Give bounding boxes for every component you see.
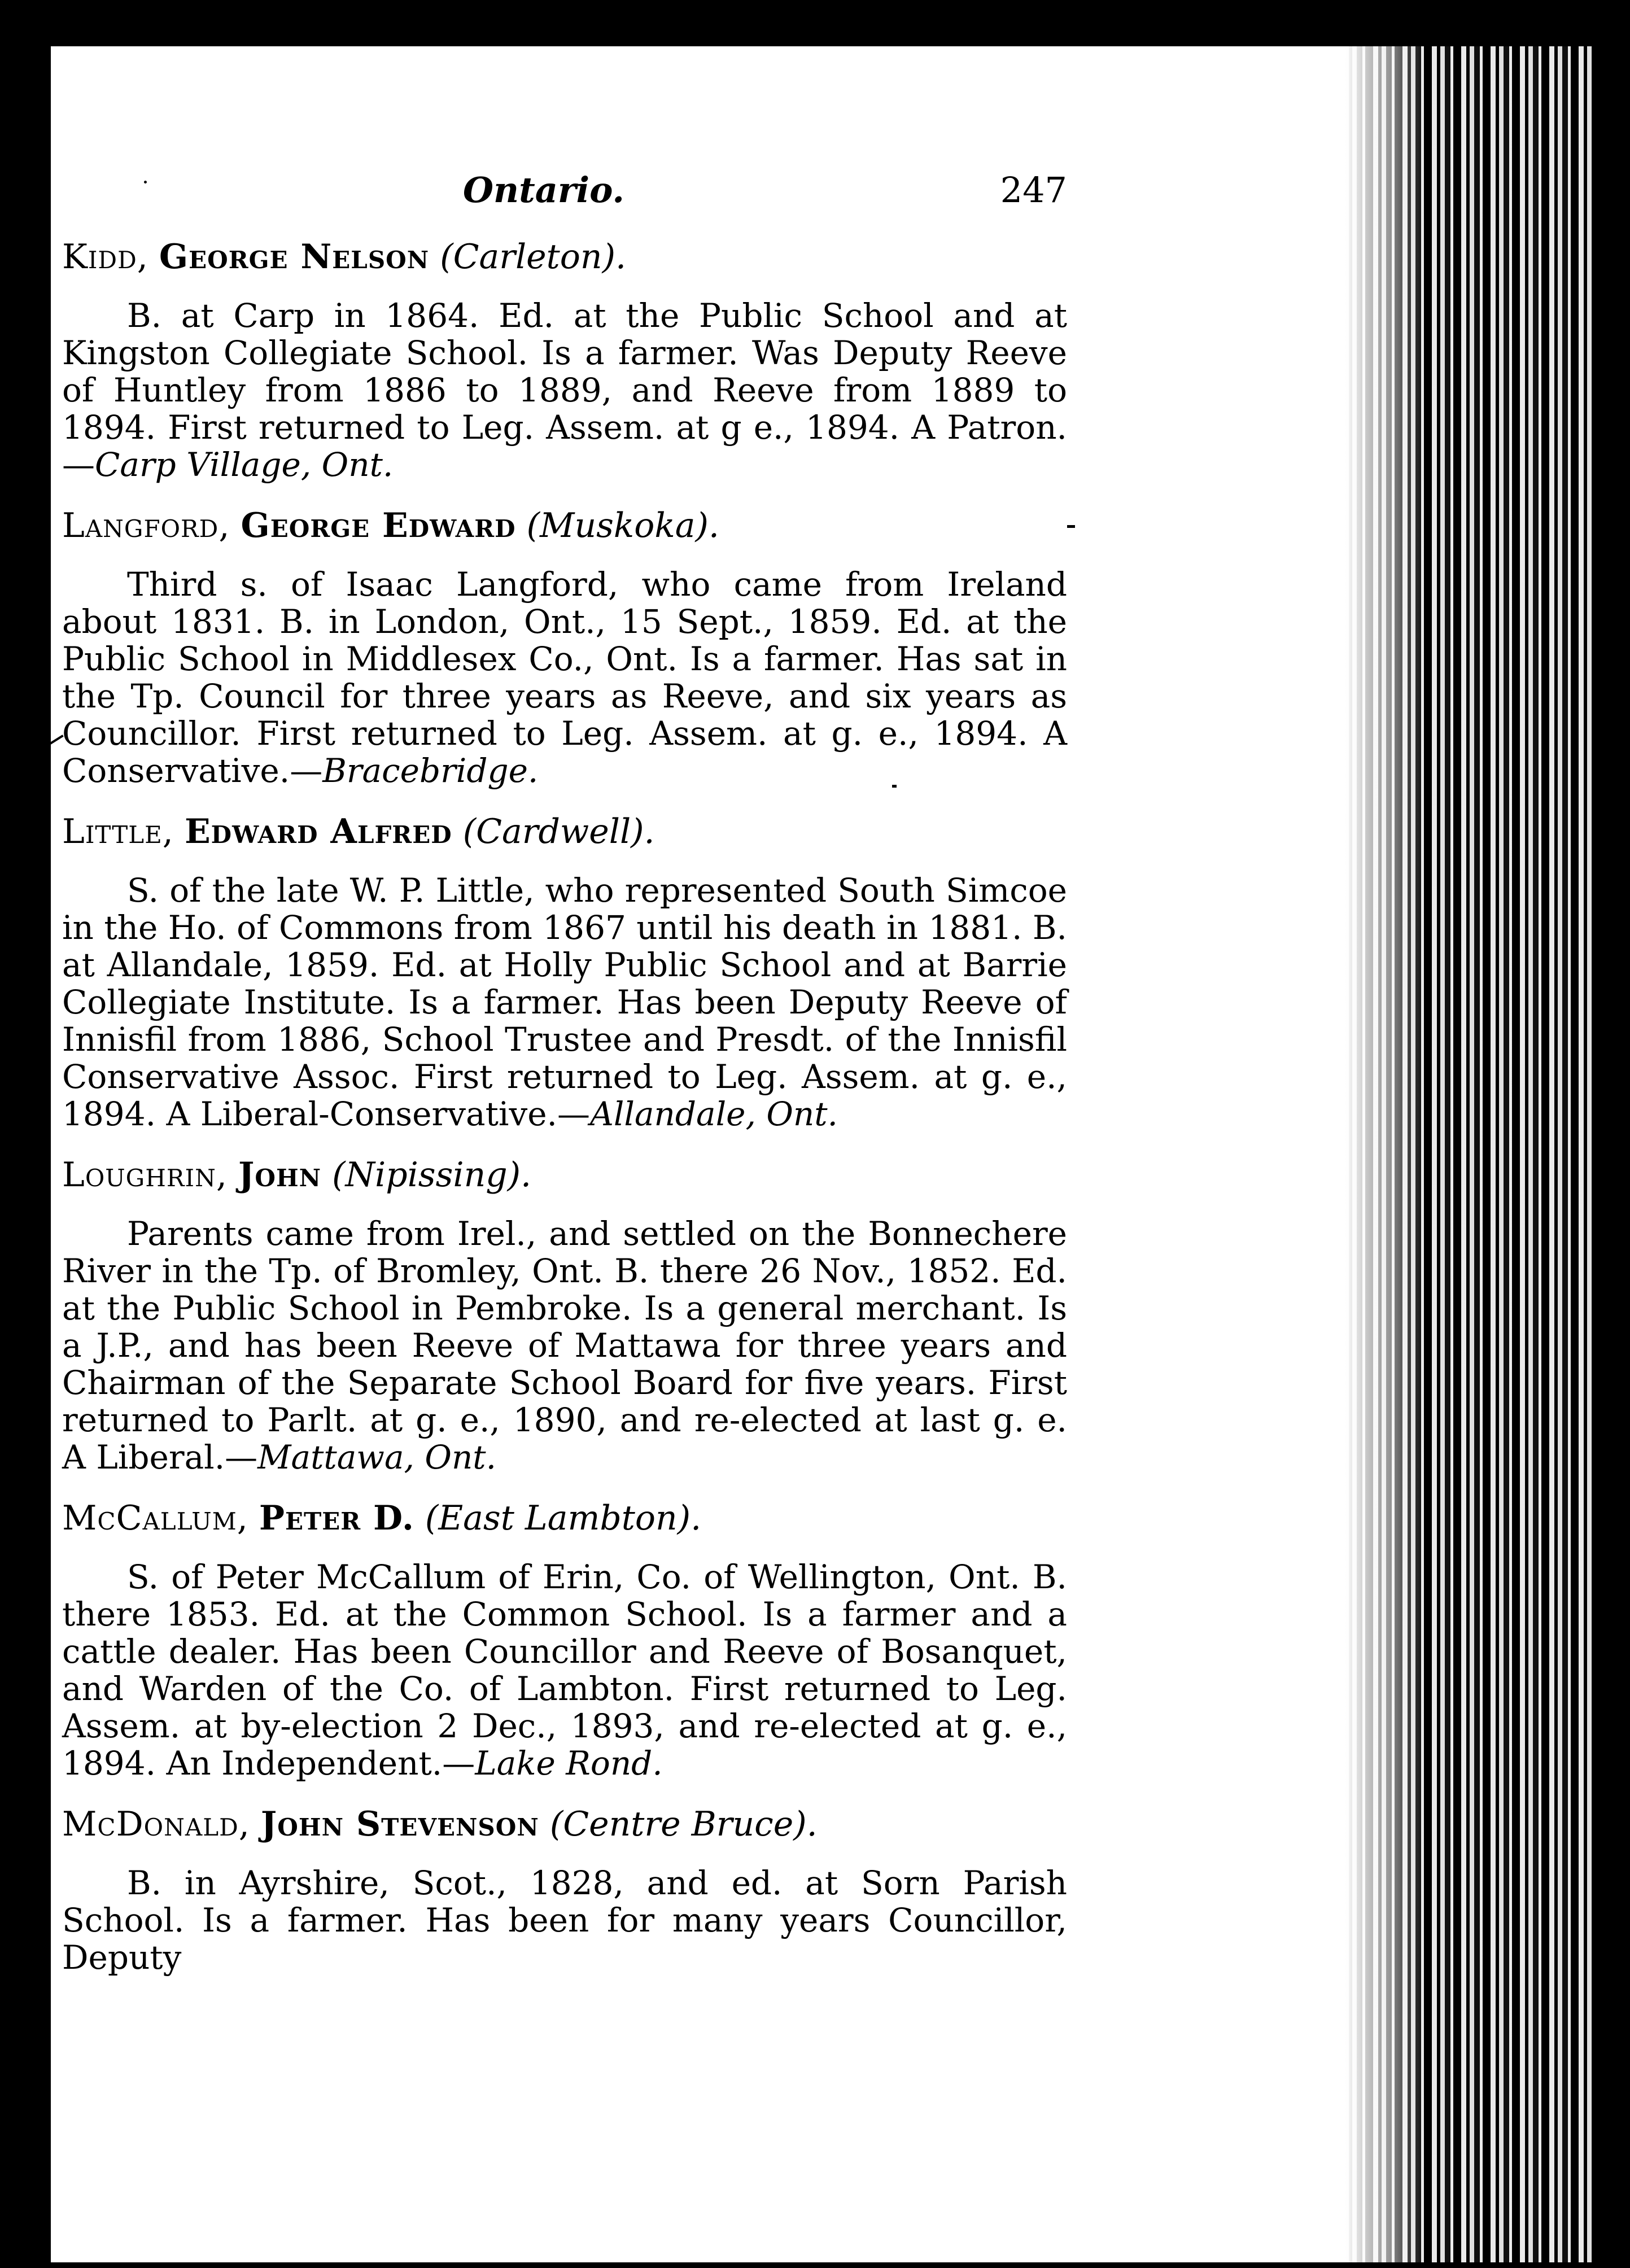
- entry-residence: Allandale, Ont.: [589, 1095, 838, 1133]
- entry-body: [62, 1864, 1067, 1976]
- entry-body-text: S. of the late W. P. Little, who represented South Simcoe in the Ho. of Commons from 1867 until his death in 1881. B. at Allandale, 1859. Ed. at Holly Public School and at Barrie Collegiate Institute. Is a farmer. Has been Deputy Reeve of Innisfil from 1886, School Trustee and Presdt. of the Innisfil Conservative Assoc. First returned to Leg. Assem. at g. e., 1894. A Liberal-Conservative.—: [62, 871, 1067, 1133]
- scan-speck: [144, 181, 147, 183]
- entry-given-names: John: [238, 1155, 322, 1195]
- entry-given-names: Peter D.: [259, 1498, 414, 1538]
- entry-given-names: John Stevenson: [260, 1804, 539, 1844]
- running-header: [62, 169, 1067, 220]
- entry-surname: Langford,: [62, 506, 230, 545]
- entry-body-text: S. of Peter McCallum of Erin, Co. of Wellington, Ont. B. there 1853. Ed. at the Common School. Is a farmer and a cattle dealer. Has been Councillor and Reeve of Bosanquet, and Warden of the Co. of Lambton. First returned to Leg. Assem. at by-election 2 Dec., 1893, and re-elected at g. e., 1894. An Independent.—: [62, 1558, 1067, 1782]
- entry-body-text: Third s. of Isaac Langford, who came from Ireland about 1831. B. in London, Ont., 15 Sept., 1859. Ed. at the Public School in Middlesex Co., Ont. Is a farmer. Has sat in the Tp. Council for three years as Reeve, and six years as Councillor. First returned to Leg. Assem. at g. e., 1894. A Conservative.—: [62, 565, 1067, 790]
- entry-given-names: George Nelson: [159, 237, 430, 277]
- entry-body: [62, 872, 1067, 1133]
- entry-body-text: Parents came from Irel., and settled on the Bonnechere River in the Tp. of Bromley, Ont. B. there 26 Nov., 1852. Ed. at the Public School in Pembroke. Is a general merchant. Is a J.P., and has been Reeve of Mattawa for three years and Chairman of the Separate School Board for five years. First returned to Parlt. at g. e., 1890, and re-elected at last g. e. A Liberal.—: [62, 1214, 1067, 1476]
- entry-surname: Loughrin,: [62, 1155, 228, 1195]
- scan-speck: [1067, 525, 1075, 528]
- entry-mcdonald: [62, 1804, 1067, 1976]
- entry-body: [62, 1215, 1067, 1476]
- entry-mccallum: [62, 1498, 1067, 1782]
- entry-little: [62, 812, 1067, 1133]
- entry-kidd: [62, 237, 1067, 483]
- entry-heading: [62, 812, 1067, 851]
- entry-heading: [62, 237, 1067, 277]
- entry-heading: [62, 1155, 1067, 1195]
- entry-residence: Carp Village, Ont.: [95, 445, 394, 484]
- entry-body-text: B. in Ayrshire, Scot., 1828, and ed. at Sorn Parish School. Is a farmer. Has been for many years Councillor, Deputy: [62, 1864, 1067, 1977]
- entry-residence: Bracebridge.: [322, 751, 539, 790]
- page-number: 247: [1000, 169, 1067, 211]
- entry-body: [62, 566, 1067, 789]
- entry-heading: [62, 506, 1067, 545]
- entry-riding: (Nipissing).: [332, 1155, 532, 1195]
- entry-residence: Mattawa, Ont.: [257, 1438, 497, 1476]
- entry-surname: Little,: [62, 812, 174, 851]
- entry-given-names: Edward Alfred: [184, 812, 452, 851]
- entry-riding: (Muskoka).: [526, 506, 720, 545]
- entry-riding: (East Lambton).: [425, 1498, 702, 1538]
- entry-riding: (Cardwell).: [462, 812, 655, 851]
- entry-heading: [62, 1498, 1067, 1538]
- entry-given-names: George Edward: [241, 506, 516, 545]
- entry-heading: [62, 1804, 1067, 1844]
- entry-langford: [62, 506, 1067, 789]
- text-column: [62, 237, 1067, 1999]
- entry-body: [62, 297, 1067, 483]
- entry-surname: McCallum,: [62, 1498, 248, 1538]
- scan-speck: [892, 785, 897, 788]
- entry-body-text: B. at Carp in 1864. Ed. at the Public School and at Kingston Collegiate School. Is a farmer. Was Deputy Reeve of Huntley from 1886 to 1889, and Reeve from 1889 to 1894. First returned to Leg. Assem. at g e., 1894. A Patron.—: [62, 296, 1067, 484]
- running-title: Ontario.: [463, 169, 624, 211]
- entry-loughrin: [62, 1155, 1067, 1476]
- entry-riding: (Carleton).: [440, 237, 627, 277]
- entry-surname: Kidd,: [62, 237, 148, 277]
- entry-surname: McDonald,: [62, 1804, 250, 1844]
- book-page-edges-fade: [1344, 46, 1423, 2262]
- entry-riding: (Centre Bruce).: [549, 1804, 818, 1844]
- entry-body: [62, 1558, 1067, 1782]
- entry-residence: Lake Rond.: [475, 1744, 663, 1782]
